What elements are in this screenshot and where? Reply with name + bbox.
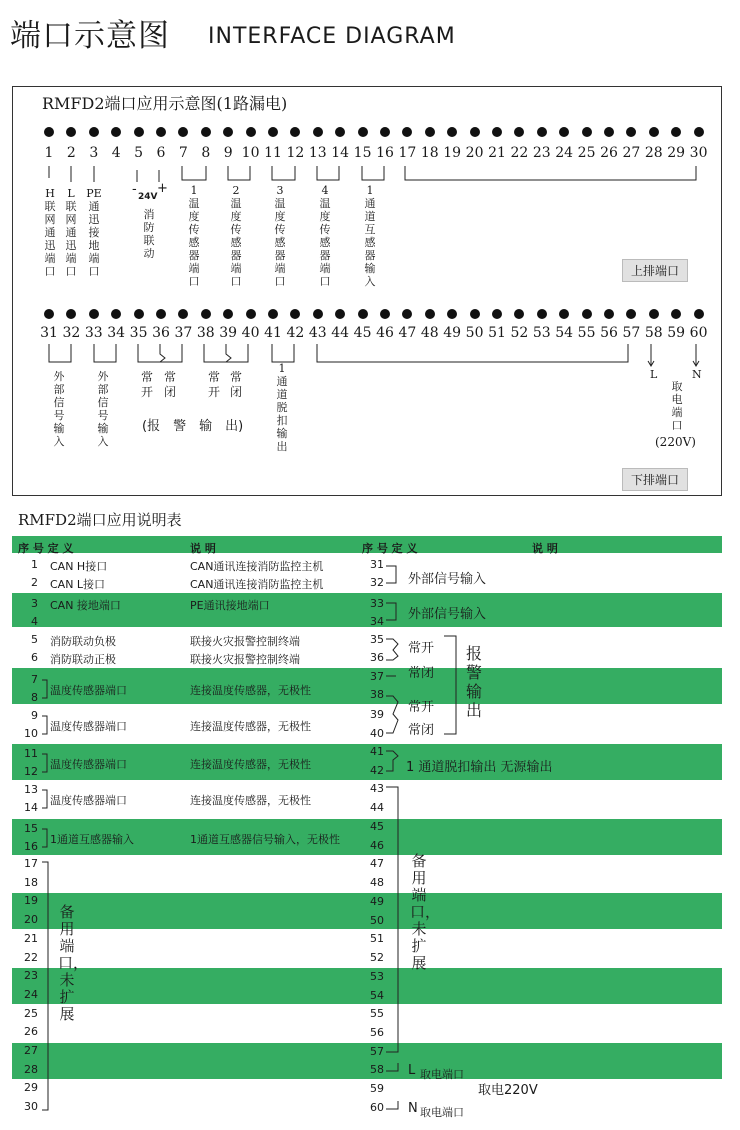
pair-row-b: 8 [31, 691, 38, 704]
normally-open-2: 常开 [207, 370, 220, 399]
left-row-name: 消防联动正极 [50, 653, 116, 666]
r-spare-label: 备用端口，未扩展 [410, 852, 441, 972]
left-row-number: 3 [31, 597, 38, 610]
top-terminal-number: 2 [66, 145, 76, 161]
left-spare-number: 24 [24, 987, 38, 1001]
bottom-terminal-number: 38 [196, 325, 215, 341]
port-33-34-label: 外部信号输入 [97, 370, 109, 448]
bottom-terminal-number: 58 [644, 325, 663, 341]
top-terminal-number: 3 [89, 145, 99, 161]
top-terminal-number: 21 [488, 145, 506, 161]
top-terminal-number: 19 [443, 145, 462, 161]
top-terminal-number: 23 [532, 145, 551, 161]
right-row-number: 52 [370, 951, 384, 964]
top-terminal-number: 22 [510, 145, 529, 161]
pair-row-desc: 连接温度传感器，无极性 [190, 794, 311, 807]
top-terminal-number: 17 [398, 145, 417, 161]
right-row-number: 44 [370, 801, 384, 814]
left-row-number: 1 [31, 558, 38, 571]
port-2-label: L联网通迅端口 [65, 187, 77, 278]
bottom-terminal-number: 33 [84, 325, 103, 341]
top-terminal-number: 9 [223, 145, 233, 161]
left-spare-number: 20 [24, 913, 38, 927]
right-row-number: 53 [370, 970, 384, 983]
bottom-terminal-number: 48 [420, 325, 439, 341]
bottom-terminal-number: 50 [465, 325, 484, 341]
page-subtitle: INTERFACE DIAGRAM [208, 24, 456, 49]
left-spare-number: 19 [24, 894, 38, 908]
left-row-desc: PE通讯接地端口 [190, 599, 270, 612]
bottom-terminal-number: 60 [689, 325, 708, 341]
left-spare-number: 30 [24, 1100, 38, 1114]
bottom-terminal-number: 36 [152, 325, 170, 341]
right-row-number: 33 [370, 597, 384, 610]
pair-row-b: 10 [24, 727, 38, 740]
left-row-number: 4 [31, 615, 38, 628]
r-l-text: 取电端口 [420, 1068, 464, 1081]
right-row-number: 40 [370, 727, 384, 740]
r-n-letter: N [408, 1101, 418, 1116]
right-row-number: 41 [370, 745, 384, 758]
bottom-terminal-number: 35 [129, 325, 148, 341]
top-terminal-number: 29 [667, 145, 686, 161]
header-seq-def-2: 序 号 定 义 [362, 542, 418, 555]
top-terminal-number: 15 [353, 145, 372, 161]
bottom-terminal-number: 57 [622, 325, 641, 341]
right-row-number: 46 [370, 839, 384, 852]
bottom-terminal-number: 56 [600, 325, 618, 341]
top-terminal-number: 24 [555, 145, 574, 161]
top-terminal-number: 26 [600, 145, 618, 161]
temp-sensor-2-label: 2温度传感器端口 [230, 184, 242, 288]
bottom-terminal-number: 46 [376, 325, 394, 341]
r-nc-2: 常闭 [408, 723, 435, 738]
normally-closed-2: 常闭 [229, 370, 242, 399]
transformer-input-label: 1通道互感器输入 [364, 184, 376, 288]
pair-row-name: 温度传感器端口 [50, 794, 127, 807]
left-row-name: CAN L接口 [50, 578, 106, 591]
top-terminal-number: 16 [376, 145, 394, 161]
top-terminal-number: 6 [156, 145, 166, 161]
table-title: RMFD2端口应用说明表 [18, 511, 182, 529]
right-row-number: 31 [370, 558, 384, 571]
left-spare-number: 18 [24, 875, 38, 889]
left-row-name: CAN H接口 [50, 560, 108, 573]
r-no-1: 常开 [408, 641, 435, 656]
pair-row-name: 温度传感器端口 [50, 720, 127, 733]
plus-sign: + [157, 181, 168, 196]
header-desc: 说 明 [190, 542, 216, 555]
bottom-terminal-number: 37 [174, 325, 193, 341]
bottom-terminal-number: 42 [286, 325, 305, 341]
bottom-terminal-number: 45 [353, 325, 372, 341]
right-row-number: 43 [370, 782, 384, 795]
pair-row-b: 16 [24, 840, 38, 853]
top-terminal-number: 7 [178, 145, 188, 161]
pair-row-desc: 连接温度传感器，无极性 [190, 684, 311, 697]
right-row-number: 45 [370, 820, 384, 833]
r33-34-text: 外部信号输入 [408, 607, 487, 622]
right-row-number: 60 [370, 1101, 384, 1114]
right-row-number: 36 [370, 651, 384, 664]
normally-open-1: 常开 [140, 370, 153, 399]
bottom-terminal-number: 51 [488, 325, 506, 341]
right-row-number: 54 [370, 989, 384, 1002]
pair-row-a: 11 [24, 747, 38, 760]
bottom-terminal-number: 41 [264, 325, 282, 341]
right-row-number: 56 [370, 1026, 384, 1039]
right-row-number: 58 [370, 1063, 384, 1076]
top-terminal-number: 13 [308, 145, 327, 161]
right-row-number: 35 [370, 633, 384, 646]
left-row-desc: CAN通讯连接消防监控主机 [190, 578, 324, 591]
left-row-number: 6 [31, 651, 38, 664]
pair-row-desc: 1通道互感器信号输入，无极性 [190, 833, 340, 846]
pair-row-b: 14 [24, 801, 38, 814]
pair-row-a: 13 [24, 783, 38, 796]
top-terminal-number: 12 [286, 145, 305, 161]
left-spare-number: 17 [24, 857, 38, 870]
pair-row-a: 9 [31, 709, 38, 722]
left-spare-number: 23 [24, 969, 38, 983]
right-row-number: 48 [370, 876, 384, 889]
l-label: L [650, 368, 658, 381]
top-terminal-number: 20 [465, 145, 484, 161]
page-title: 端口示意图 [10, 18, 170, 54]
r41-42-text: 1 通道脱扣输出 无源输出 [406, 760, 553, 775]
top-terminal-number: 28 [644, 145, 663, 161]
left-row-desc: 联接火灾报警控制终端 [190, 635, 300, 648]
lower-row-button[interactable]: 下排端口 [622, 468, 688, 491]
left-spare-number: 26 [24, 1025, 38, 1039]
fire-linkage-label: 消防联动 [143, 208, 155, 260]
r-alarm-output: 报警输出 [465, 644, 482, 720]
left-row-desc: CAN通讯连接消防监控主机 [190, 560, 324, 573]
top-terminal-number: 1 [44, 145, 54, 161]
bottom-terminal-number: 34 [107, 325, 126, 341]
r-nc-1: 常闭 [408, 666, 435, 681]
r-power-220v: 取电220V [478, 1083, 538, 1098]
top-terminal-number: 10 [241, 145, 260, 161]
right-row-number: 37 [370, 670, 384, 683]
top-terminal-number: 30 [689, 145, 708, 161]
top-terminal-number: 25 [577, 145, 596, 161]
left-row-name: 消防联动负极 [50, 635, 116, 648]
port-31-32-label: 外部信号输入 [53, 370, 65, 448]
port-1-label: H联网通迅端口 [44, 187, 56, 278]
right-row-number: 57 [370, 1045, 384, 1058]
top-terminal-number: 18 [420, 145, 439, 161]
n-label: N [692, 368, 702, 381]
left-row-desc: 联接火灾报警控制终端 [190, 653, 300, 666]
r-no-2: 常开 [408, 700, 435, 715]
top-terminal-number: 11 [264, 145, 282, 161]
bottom-terminal-number: 55 [577, 325, 596, 341]
pair-row-name: 温度传感器端口 [50, 684, 127, 697]
bottom-terminal-number: 44 [331, 325, 350, 341]
temp-sensor-4-label: 4温度传感器端口 [319, 184, 331, 288]
right-row-number: 42 [370, 764, 384, 777]
left-row-name: CAN 接地端口 [50, 599, 121, 612]
top-terminal-number: 5 [134, 145, 144, 161]
bottom-terminal-number: 59 [667, 325, 686, 341]
trip-output-label: 1通道脱扣输出 [276, 362, 288, 453]
right-row-number: 38 [370, 688, 384, 701]
bottom-terminal-number: 32 [62, 325, 81, 341]
left-row-number: 2 [31, 576, 38, 589]
bottom-terminal-number: 40 [241, 325, 260, 341]
right-row-number: 32 [370, 576, 384, 589]
normally-closed-1: 常闭 [163, 370, 176, 399]
left-spare-label: 备用端口，未扩展 [58, 903, 89, 1023]
left-row-number: 5 [31, 633, 38, 646]
r31-32-text: 外部信号输入 [408, 572, 487, 587]
left-spare-number: 27 [24, 1044, 38, 1057]
left-spare-number: 28 [24, 1062, 38, 1076]
right-row-number: 49 [370, 895, 384, 908]
left-spare-number: 29 [24, 1081, 38, 1095]
right-row-number: 47 [370, 857, 384, 870]
top-terminal-number: 27 [622, 145, 641, 161]
temp-sensor-3-label: 3温度传感器端口 [274, 184, 286, 288]
bottom-terminal-number: 52 [510, 325, 529, 341]
top-terminal-number: 8 [201, 145, 211, 161]
bottom-terminal-number: 47 [398, 325, 417, 341]
power-port-label: 取电端口 [671, 380, 683, 432]
left-spare-number: 22 [24, 950, 38, 964]
voltage-220v: (220V) [655, 435, 696, 449]
top-terminal-number: 4 [111, 145, 121, 161]
bottom-terminal-number: 43 [308, 325, 327, 341]
bottom-terminal-number: 53 [532, 325, 551, 341]
bottom-terminal-number: 54 [555, 325, 574, 341]
bottom-terminal-number: 39 [219, 325, 238, 341]
left-spare-number: 21 [24, 931, 38, 945]
right-row-number: 39 [370, 708, 384, 721]
pair-row-b: 12 [24, 765, 38, 778]
pair-row-name: 温度传感器端口 [50, 758, 127, 771]
r-n-text: 取电端口 [420, 1106, 464, 1119]
alarm-output-label: (报 警 输 出) [142, 419, 244, 434]
port-3-label: PE通迅接地端口 [86, 187, 102, 278]
bottom-terminal-number: 49 [443, 325, 462, 341]
pair-row-a: 7 [31, 673, 38, 686]
temp-sensor-1-label: 1温度传感器端口 [188, 184, 200, 288]
pair-row-name: 1通道互感器输入 [50, 833, 134, 846]
right-row-number: 51 [370, 932, 384, 945]
right-row-number: 34 [370, 615, 384, 628]
right-row-number: 55 [370, 1007, 384, 1020]
header-seq-def: 序 号 定 义 [18, 542, 74, 555]
voltage-24v: 24V [138, 192, 158, 202]
bottom-terminal-number: 31 [40, 325, 58, 341]
pair-row-desc: 连接温度传感器，无极性 [190, 720, 311, 733]
left-spare-number: 25 [24, 1006, 38, 1020]
minus-sign: - [132, 182, 137, 197]
diagram-title: RMFD2端口应用示意图(1路漏电) [42, 94, 288, 113]
upper-row-button[interactable]: 上排端口 [622, 259, 688, 282]
right-row-number: 50 [370, 914, 384, 927]
header-desc-2: 说 明 [532, 542, 558, 555]
top-terminal-number: 14 [331, 145, 350, 161]
r-l-letter: L [408, 1063, 416, 1078]
pair-row-a: 15 [24, 822, 38, 835]
pair-row-desc: 连接温度传感器，无极性 [190, 758, 311, 771]
right-row-number: 59 [370, 1082, 384, 1095]
